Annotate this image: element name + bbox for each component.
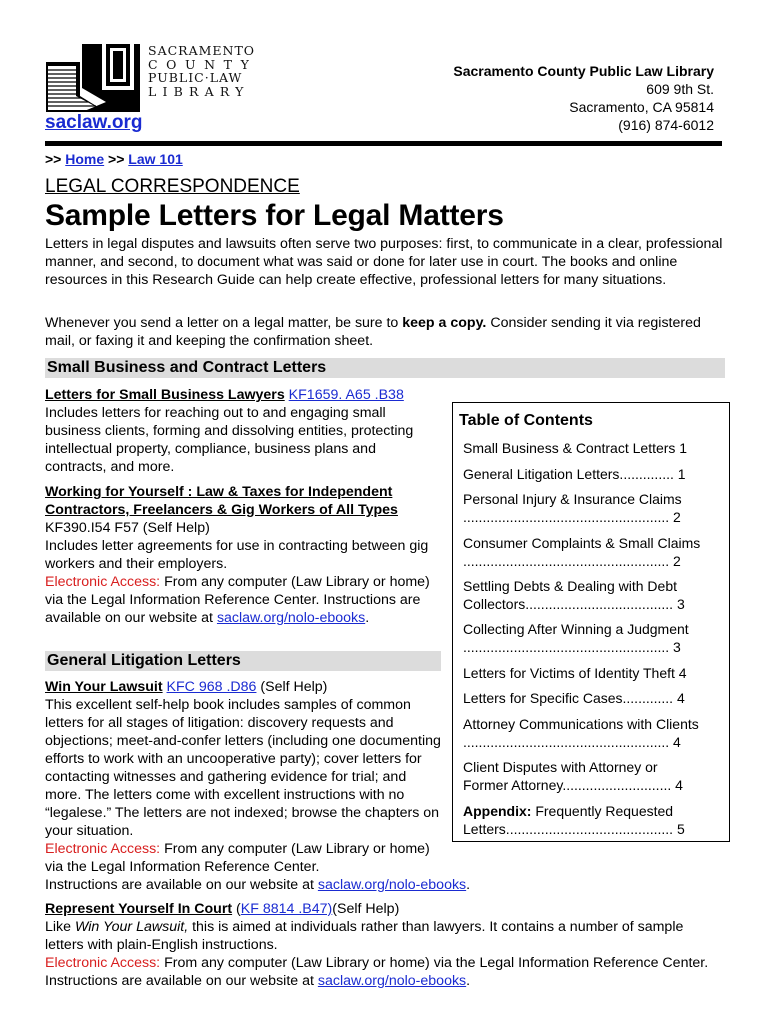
toc-item-label: Settling Debts & Dealing with Debt: [463, 578, 677, 594]
electronic-access-text: Instructions are available on our website at: [45, 877, 318, 893]
library-logo-icon: [46, 44, 140, 112]
breadcrumb-separator: >>: [108, 151, 125, 167]
toc-item[interactable]: [463, 802, 719, 838]
toc-item-page: ..................................................... 3: [463, 639, 681, 655]
toc-item[interactable]: [463, 465, 719, 483]
electronic-access-text: From any computer (Law Library or home) via the Legal Information Reference Center. Instructions are available on our website at: [45, 955, 709, 989]
intro-emphasis: keep a copy.: [402, 315, 487, 331]
resource-entry: [45, 678, 445, 876]
electronic-access: [45, 573, 440, 627]
resource-title: Contractors, Freelancers & Gig Workers of All Types: [45, 502, 398, 518]
punctuation: .: [365, 610, 370, 626]
toc-item[interactable]: [463, 620, 719, 656]
library-name: Sacramento County Public Law Library: [453, 63, 714, 79]
toc-heading: Table of Contents: [459, 412, 593, 429]
library-city: Sacramento, CA 95814: [569, 99, 714, 115]
resource-description: [45, 918, 725, 954]
toc-item[interactable]: [463, 577, 719, 613]
resource-description: This excellent self-help book includes samples of common letters for all stages of litigation: discovery requests and objections; meet-and-confer letters (including one documenting efforts to work with an uncooperative party); cover letters for contacting witnesses and gathering evidence for trial; and more. The letters come with excellent instructions with no “legalese.” The letters are not indexed; browse the chapters on your situation.: [45, 697, 441, 839]
logo-line: COUNTY: [148, 56, 258, 72]
toc-item-page: ..................................................... 4: [463, 734, 681, 750]
punctuation: (: [232, 901, 241, 917]
toc-item-label-text: Frequently Requested: [531, 803, 674, 819]
intro-paragraph: Letters in legal disputes and lawsuits often serve two purposes: first, to communicate in a clear, professional manner, and second, to document what was said or done for later use in court. The books and online resources in this Research Guide can help create effective, professional letters for many situations.: [45, 236, 723, 288]
toc-item-label: Consumer Complaints & Small Claims: [463, 535, 701, 551]
site-link[interactable]: saclaw.org: [45, 112, 143, 133]
resource-entry: [45, 386, 440, 476]
resource-title: Win Your Lawsuit: [45, 679, 163, 695]
punctuation: .: [466, 973, 471, 989]
library-logo-text: [148, 44, 257, 98]
electronic-access-instructions: [45, 876, 725, 894]
toc-item-label: Small Business & Contract Letters 1: [463, 440, 688, 456]
nolo-ebooks-link[interactable]: saclaw.org/nolo-ebooks: [317, 973, 467, 989]
page-title: Sample Letters for Legal Matters: [45, 199, 504, 232]
toc-item[interactable]: [463, 715, 719, 751]
toc-item-label: Attorney Communications with Clients: [463, 716, 699, 732]
intro-text: Whenever you send a letter on a legal matter, be sure to: [45, 315, 403, 331]
punctuation: .: [466, 877, 471, 893]
section-heading-small-business: Small Business and Contract Letters: [45, 358, 725, 378]
toc-item[interactable]: [463, 758, 719, 794]
toc-item[interactable]: [463, 664, 719, 682]
logo-line: SACRAMENTO: [148, 43, 256, 58]
call-number-link[interactable]: KF1659. A65 .B38: [288, 387, 404, 403]
table-of-contents: [452, 402, 730, 842]
electronic-access-text: From any computer (Law Library or home) via the Legal Information Reference Center.: [45, 841, 430, 875]
toc-item-label: Letters for Specific Cases............. 4: [463, 690, 685, 706]
resource-title: Represent Yourself In Court: [45, 901, 233, 917]
electronic-access-label: Electronic Access:: [45, 574, 161, 590]
page-kicker: LEGAL CORRESPONDENCE: [45, 176, 300, 197]
self-help-tag: (Self Help): [332, 901, 400, 917]
resource-entry: [45, 483, 440, 627]
intro-text: Consider sending it via registered mail, or faxing it and keeping the confirmation sheet.: [45, 315, 701, 349]
toc-item-page: Collectors...................................... 3: [463, 596, 685, 612]
logo-line: LIBRARY: [148, 83, 250, 99]
resource-title: Letters for Small Business Lawyers: [45, 387, 285, 403]
description-text: Like: [45, 919, 75, 935]
toc-item-label: Collecting After Winning a Judgment: [463, 621, 689, 637]
toc-item-page: ..................................................... 2: [463, 553, 681, 569]
toc-item[interactable]: [463, 689, 719, 707]
electronic-access: [45, 954, 725, 990]
electronic-access-label: Electronic Access:: [45, 955, 161, 971]
electronic-access: [45, 840, 445, 876]
call-number-link[interactable]: KF 8814 .B47): [240, 901, 333, 917]
call-number-link[interactable]: KFC 968 .D86: [166, 679, 257, 695]
toc-item[interactable]: [463, 490, 719, 526]
book-title: Win Your Lawsuit,: [74, 919, 189, 935]
resource-title: Working for Yourself : Law & Taxes for Independent: [45, 484, 393, 500]
toc-item-label: General Litigation Letters.............. 1: [463, 466, 686, 482]
breadcrumb-home-link[interactable]: Home: [65, 151, 105, 167]
library-phone: (916) 874-6012: [618, 117, 714, 133]
resource-description: Includes letters for reaching out to and engaging small business clients, forming and dissolving entities, protecting intellectual property, compliance, business plans and contracts, and more.: [45, 405, 414, 475]
toc-item-label: Letters for Victims of Identity Theft 4: [463, 665, 687, 681]
library-address: [453, 62, 714, 134]
toc-item-label: Personal Injury & Insurance Claims: [463, 491, 682, 507]
logo-line: PUBLIC·LAW: [148, 70, 243, 85]
toc-item[interactable]: [463, 439, 719, 457]
library-street: 609 9th St.: [646, 81, 714, 97]
call-number: KF390.I54 F57 (Self Help): [45, 520, 210, 536]
resource-entry: [45, 900, 725, 990]
breadcrumb-separator: >>: [45, 151, 62, 167]
electronic-access-text: From any computer (Law Library or home) via the Legal Information Reference Center. Instructions are available on our website at: [45, 574, 430, 626]
self-help-tag: (Self Help): [256, 679, 328, 695]
toc-item-page: Letters........................................... 5: [463, 821, 685, 837]
toc-item-page: Former Attorney............................ 4: [463, 777, 683, 793]
breadcrumb-law101-link[interactable]: Law 101: [128, 151, 183, 167]
section-heading-general-litigation: General Litigation Letters: [45, 651, 441, 671]
resource-description: Includes letter agreements for use in contracting between gig workers and their employers.: [45, 538, 429, 572]
electronic-access-label: Electronic Access:: [45, 841, 161, 857]
toc-item-label: [463, 802, 719, 820]
toc-appendix-label: Appendix:: [463, 803, 532, 819]
breadcrumb: [45, 151, 183, 167]
description-text: this is aimed at individuals rather than lawyers. It contains a number of sample letters with plain-English instructions.: [45, 919, 684, 953]
header-rule: [45, 141, 722, 146]
toc-item-label: Client Disputes with Attorney or: [463, 759, 658, 775]
nolo-ebooks-link[interactable]: saclaw.org/nolo-ebooks: [317, 877, 467, 893]
intro-paragraph-2: [45, 314, 725, 350]
nolo-ebooks-link[interactable]: saclaw.org/nolo-ebooks: [216, 610, 366, 626]
toc-item[interactable]: [463, 534, 719, 570]
toc-item-page: ..................................................... 2: [463, 509, 681, 525]
